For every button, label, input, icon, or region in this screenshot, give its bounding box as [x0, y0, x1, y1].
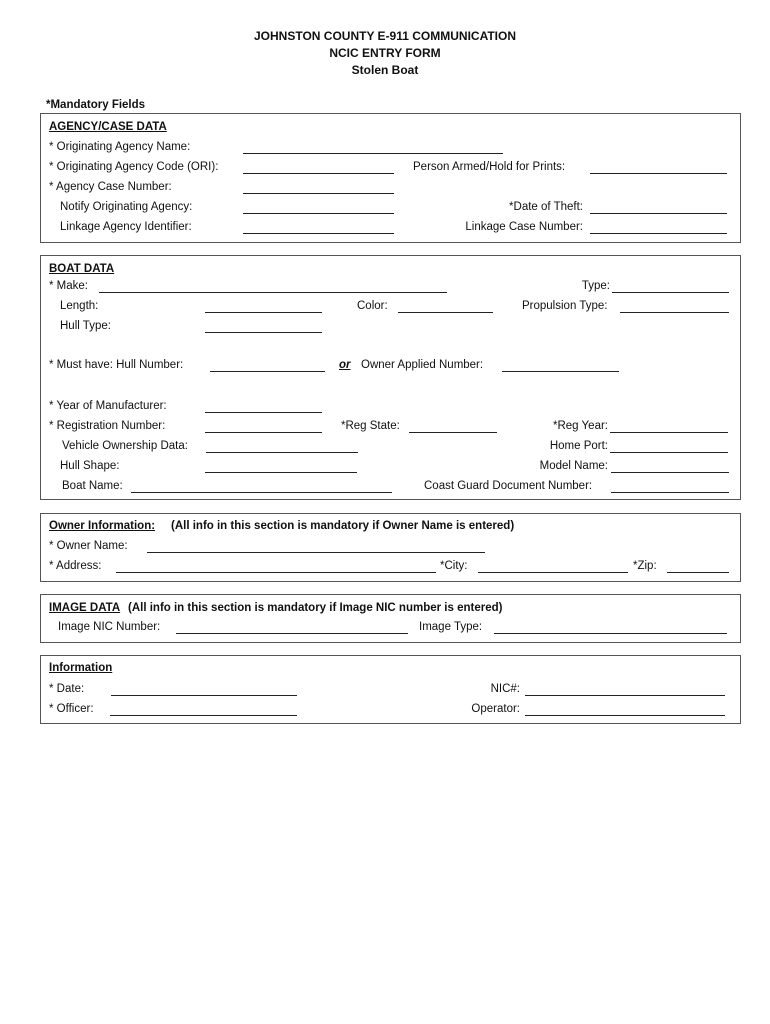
- model-name-field[interactable]: [611, 472, 729, 473]
- person-armed-field[interactable]: [590, 173, 727, 174]
- or-separator: or: [339, 359, 351, 371]
- image-type-label: Image Type:: [419, 621, 483, 633]
- zip-field[interactable]: [667, 572, 729, 573]
- linkage-case-number-field[interactable]: [590, 233, 727, 234]
- hull-type-label: Hull Type:: [60, 320, 111, 332]
- information-section: [40, 655, 741, 724]
- operator-label: Operator:: [471, 703, 520, 715]
- vehicle-ownership-data-label: Vehicle Ownership Data:: [62, 440, 188, 452]
- form-title-agency: JOHNSTON COUNTY E-911 COMMUNICATION: [253, 29, 517, 43]
- make-field[interactable]: [99, 292, 447, 293]
- date-label: * Date:: [49, 683, 85, 695]
- zip-label: *Zip:: [633, 560, 657, 572]
- vehicle-ownership-data-field[interactable]: [206, 452, 358, 453]
- mandatory-fields-note: *Mandatory Fields: [46, 99, 146, 111]
- propulsion-type-label: Propulsion Type:: [522, 300, 608, 312]
- color-field[interactable]: [398, 312, 493, 313]
- operator-field[interactable]: [525, 715, 725, 716]
- home-port-label: Home Port:: [549, 440, 608, 452]
- owner-name-field[interactable]: [147, 552, 485, 553]
- date-field[interactable]: [111, 695, 297, 696]
- boat-name-label: Boat Name:: [62, 480, 123, 492]
- address-field[interactable]: [116, 572, 436, 573]
- color-label: Color:: [357, 300, 388, 312]
- information-section-heading: Information: [49, 662, 113, 674]
- owner-applied-number-label: Owner Applied Number:: [361, 359, 484, 371]
- officer-field[interactable]: [110, 715, 297, 716]
- agency-section-heading: AGENCY/CASE DATA: [49, 121, 167, 133]
- length-field[interactable]: [205, 312, 322, 313]
- type-label: Type:: [581, 280, 610, 292]
- hull-type-field[interactable]: [205, 332, 322, 333]
- hull-number-field[interactable]: [210, 371, 325, 372]
- notify-originating-agency-field[interactable]: [243, 213, 394, 214]
- owner-section-heading: Owner Information:: [49, 520, 156, 532]
- nic-field[interactable]: [525, 695, 725, 696]
- originating-agency-name-label: * Originating Agency Name:: [49, 141, 191, 153]
- home-port-field[interactable]: [610, 452, 728, 453]
- linkage-agency-identifier-label: Linkage Agency Identifier:: [60, 221, 192, 233]
- must-have-hull-number-label: * Must have: Hull Number:: [49, 359, 184, 371]
- registration-number-label: * Registration Number:: [49, 420, 166, 432]
- person-armed-label: Person Armed/Hold for Prints:: [413, 161, 566, 173]
- originating-agency-code-label: * Originating Agency Code (ORI):: [49, 161, 219, 173]
- date-of-theft-field[interactable]: [590, 213, 727, 214]
- hull-shape-label: Hull Shape:: [60, 460, 120, 472]
- reg-year-label: *Reg Year:: [553, 420, 608, 432]
- make-label: * Make:: [49, 280, 88, 292]
- owner-applied-number-field[interactable]: [502, 371, 619, 372]
- year-of-manufacturer-field[interactable]: [205, 412, 322, 413]
- length-label: Length:: [60, 300, 99, 312]
- agency-case-number-field[interactable]: [243, 193, 394, 194]
- city-field[interactable]: [478, 572, 628, 573]
- linkage-agency-identifier-field[interactable]: [243, 233, 394, 234]
- model-name-label: Model Name:: [539, 460, 608, 472]
- reg-state-field[interactable]: [409, 432, 497, 433]
- image-section-heading: IMAGE DATA: [49, 602, 121, 614]
- registration-number-field[interactable]: [205, 432, 322, 433]
- boat-name-field[interactable]: [131, 492, 392, 493]
- address-label: * Address:: [49, 560, 102, 572]
- agency-case-number-label: * Agency Case Number:: [49, 181, 172, 193]
- officer-label: * Officer:: [49, 703, 94, 715]
- notify-originating-agency-label: Notify Originating Agency:: [60, 201, 193, 213]
- city-label: *City:: [440, 560, 468, 572]
- hull-shape-field[interactable]: [205, 472, 357, 473]
- date-of-theft-label: *Date of Theft:: [509, 201, 583, 213]
- type-field[interactable]: [612, 292, 729, 293]
- originating-agency-code-field[interactable]: [243, 173, 394, 174]
- image-nic-number-field[interactable]: [176, 633, 408, 634]
- reg-year-field[interactable]: [610, 432, 728, 433]
- form-title-stolen-boat: Stolen Boat: [351, 63, 419, 77]
- nic-label: NIC#:: [490, 683, 520, 695]
- propulsion-type-field[interactable]: [620, 312, 729, 313]
- year-of-manufacturer-label: * Year of Manufacturer:: [49, 400, 167, 412]
- linkage-case-number-label: Linkage Case Number:: [465, 221, 583, 233]
- form-title-ncic: NCIC ENTRY FORM: [329, 46, 441, 60]
- image-type-field[interactable]: [494, 633, 727, 634]
- originating-agency-name-field[interactable]: [243, 153, 503, 154]
- image-nic-number-label: Image NIC Number:: [58, 621, 161, 633]
- boat-section-heading: BOAT DATA: [49, 263, 115, 275]
- coast-guard-document-number-label: Coast Guard Document Number:: [424, 480, 593, 492]
- owner-section-note: (All info in this section is mandatory if Owner Name is entered): [171, 520, 515, 532]
- image-section-note: (All info in this section is mandatory if Image NIC number is entered): [128, 602, 503, 614]
- coast-guard-document-number-field[interactable]: [611, 492, 729, 493]
- owner-name-label: * Owner Name:: [49, 540, 128, 552]
- reg-state-label: *Reg State:: [341, 420, 400, 432]
